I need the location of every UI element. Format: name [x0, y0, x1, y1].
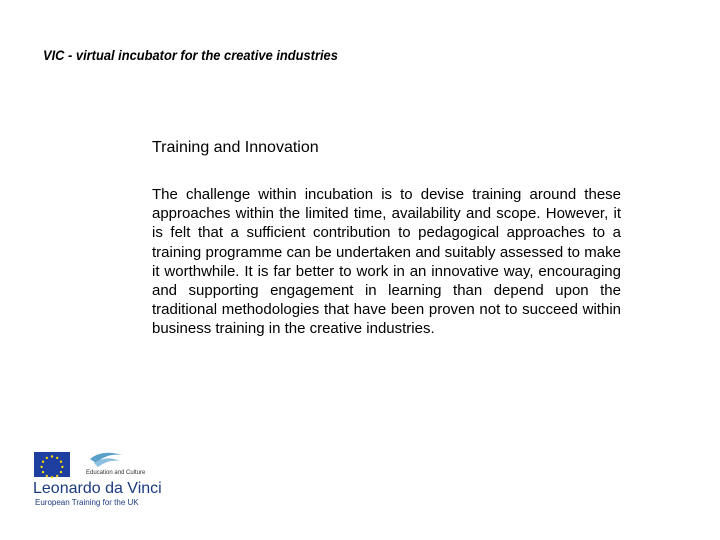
header-title: VIC - virtual incubator for the creative industries — [43, 47, 338, 63]
leonardo-da-vinci-logo — [32, 449, 172, 509]
logo-graphic — [32, 449, 172, 509]
logo-name: Leonardo da Vinci — [33, 480, 162, 497]
section-heading: Training and Innovation — [152, 139, 319, 156]
logo-caption-small: Education and Culture — [86, 470, 146, 476]
logo-subtitle: European Training for the UK — [35, 498, 139, 507]
body-paragraph: The challenge within incubation is to devise training around these approaches within the limited time, availability and scope. However, it is felt that a sufficient contribution to pedagogical approaches to a training programme can be undertaken and suitably assessed to make it worthwhile. It is far better to work in an innovative way, encouraging and supporting engagement in learning than depend upon the traditional methodologies that have been proven not to succeed within business training in the creative industries. — [152, 186, 621, 338]
